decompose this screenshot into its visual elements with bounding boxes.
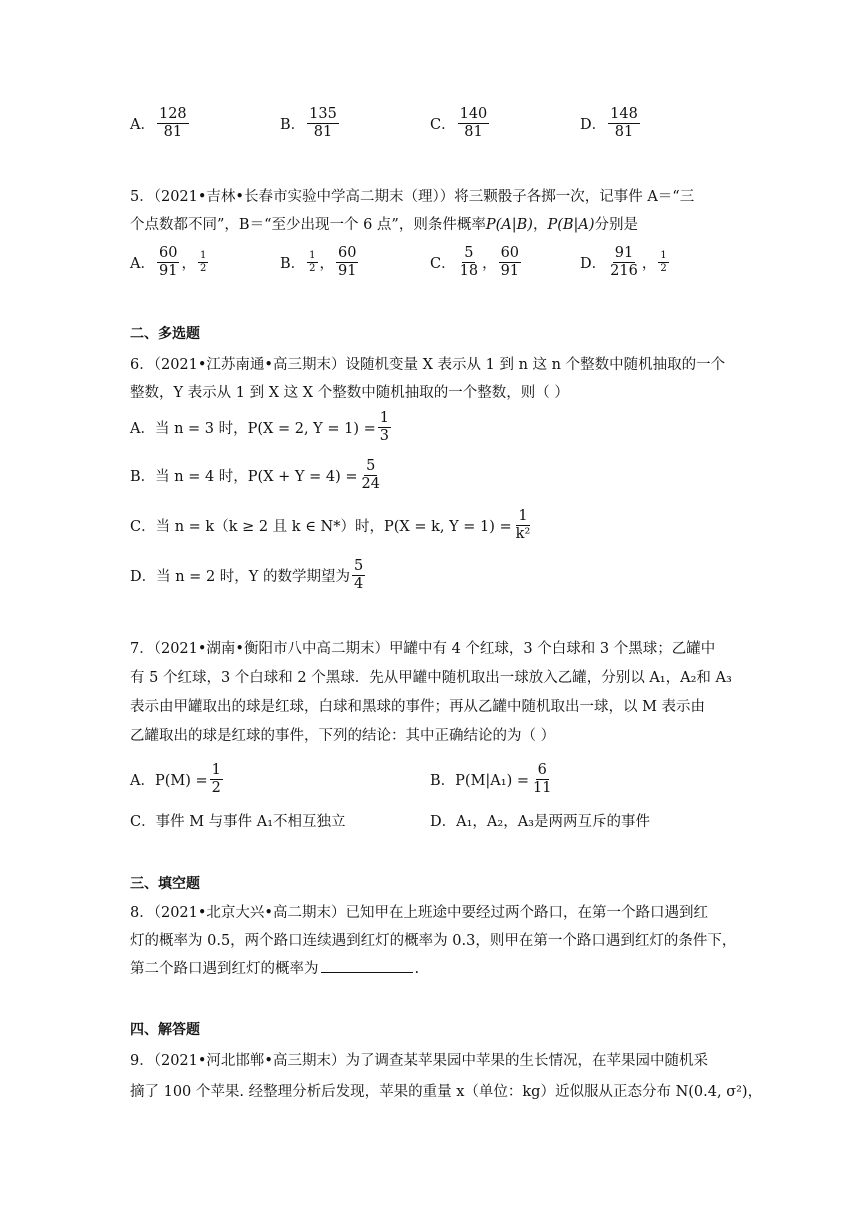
q8-stem-line-1: 8．（2021•北京大兴•高二期末）已知甲在上班途中要经过两个路口，在第一个路口遇到红 [130, 905, 708, 921]
q7-option-d: D．A₁，A₂，A₃是两两互斥的事件 [430, 814, 650, 830]
q6-stem-line-1: 6．（2021•江苏南通•高三期末）设随机变量 X 表示从 1 到 n 这 n 个整数中随机抽取的一个 [130, 357, 726, 373]
q8-stem-line-2: 灯的概率为 0.5，两个路口连续遇到红灯的概率为 0.3，则甲在第一个路口遇到红灯的条件下， [130, 933, 737, 949]
q7-option-c: C．事件 M 与事件 A₁不相互独立 [130, 814, 346, 830]
q8-stem-line-3: 第二个路口遇到红灯的概率为 . [130, 961, 420, 977]
section-heading-solution: 四、解答题 [130, 1022, 200, 1038]
q4-option-b: B． $\frac{135}{81}$ [280, 106, 337, 140]
section-heading-fill-blank: 三、填空题 [130, 876, 200, 892]
q5-option-a: A． $\frac{60}{91}$ ， $\frac{1}{2}$ [130, 245, 207, 279]
q7-stem-line-4: 乙罐取出的球是红球的事件，下列的结论：其中正确结论的为（ ） [130, 728, 556, 744]
q7-option-a: A．P(M) = $\frac{1}{2}$ [130, 762, 221, 796]
fraction: $\frac{128}{81}$ [158, 106, 187, 140]
q9-stem-line-1: 9．（2021•河北邯郸•高三期末）为了调查某苹果园中苹果的生长情况，在苹果园中随机采 [130, 1053, 708, 1069]
q5-option-d: D． $\frac{91}{216}$ ， $\frac{1}{2}$ [580, 245, 667, 279]
q4-option-d: D． $\frac{148}{81}$ [580, 106, 638, 140]
section-heading-multiple-choice: 二、多选题 [130, 326, 200, 342]
q6-option-d: D．当 n = 2 时，Y 的数学期望为 $\frac{5}{4}$ [130, 558, 364, 592]
q7-stem-line-1: 7．（2021•湖南•衡阳市八中高二期末）甲罐中有 4 个红球，3 个白球和 3 个黑球；乙罐中 [130, 641, 716, 657]
q7-option-b: B．P(M|A₁) = $\frac{6}{11}$ [430, 762, 552, 796]
q7-stem-line-3: 表示由甲罐取出的球是红球，白球和黑球的事件；再从乙罐中随机取出一球，以 M 表示由 [130, 699, 706, 715]
q7-stem-line-2: 有 5 个红球，3 个白球和 2 个黑球．先从甲罐中随机取出一球放入乙罐，分别以 A₁，A₂和 A₃ [130, 670, 732, 686]
q5-option-c: C． $\frac{5}{18}$ ， $\frac{60}{91}$ [430, 245, 520, 279]
q4-option-c: C． $\frac{140}{81}$ [430, 106, 488, 140]
q6-option-c: C．当 n = k（k ≥ 2 且 k ∈ N*）时，P(X = k, Y = 1) = $\frac{1}{\text{k²}}$ [130, 508, 531, 542]
q5-stem-line-1: 5．（2021•吉林•长春市实验中学高二期末（理））将三颗骰子各掷一次，记事件 A＝“三 [130, 189, 695, 205]
fraction: $\frac{148}{81}$ [610, 106, 638, 140]
q6-option-a: A．当 n = 3 时，P(X = 2, Y = 1) = $\frac{1}{3}$ [130, 410, 389, 444]
q5-stem-line-2: 个点数都不同”，B＝“至少出现一个 6 点”，则条件概率P(A|B)，P(B|A)分别是 [130, 217, 639, 233]
q4-option-a: A． $\frac{128}{81}$ [130, 106, 187, 140]
q5-option-b: B． $\frac{1}{2}$ ， $\frac{60}{91}$ [280, 245, 357, 279]
q6-option-b: B．当 n = 4 时，P(X + Y = 4) = $\frac{5}{24}$ [130, 458, 380, 492]
answer-blank [321, 972, 413, 973]
q6-stem-line-2: 整数，Y 表示从 1 到 X 这 X 个整数中随机抽取的一个整数，则（ ） [130, 385, 569, 401]
q9-stem-line-2: 摘了 100 个苹果. 经整理分析后发现，苹果的重量 x（单位：kg）近似服从正态分布 N(0.4, σ²)， [130, 1084, 763, 1100]
fraction: $\frac{135}{81}$ [309, 106, 337, 140]
fraction: $\frac{140}{81}$ [459, 106, 488, 140]
